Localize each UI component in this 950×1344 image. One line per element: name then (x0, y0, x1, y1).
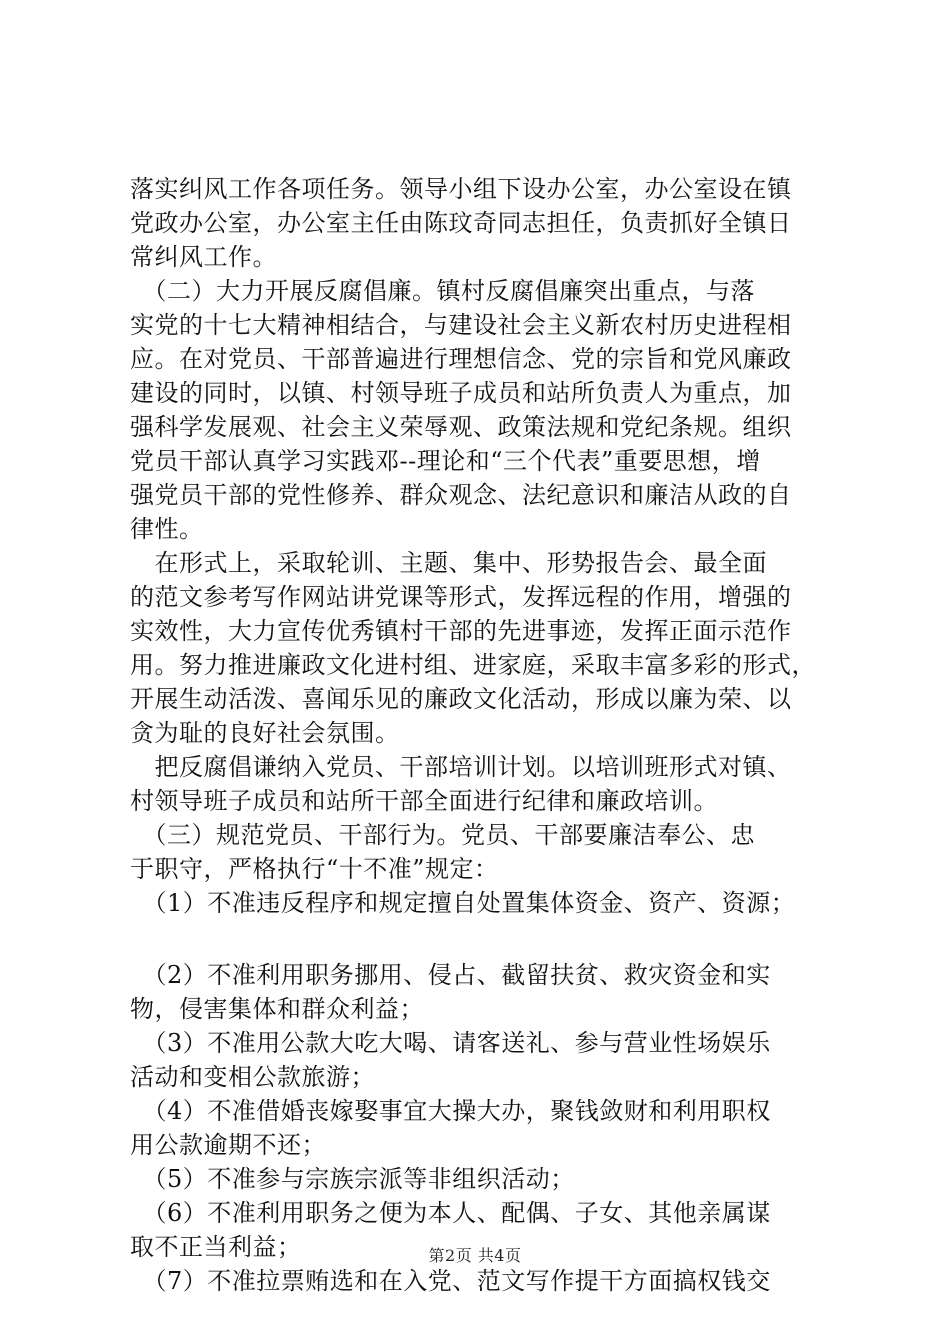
text-line: 实效性，大力宣传优秀镇村干部的先进事迹，发挥正面示范作 (130, 617, 792, 645)
text-line: 开展生动活泼、喜闻乐见的廉政文化活动，形成以廉为荣、以 (130, 685, 792, 713)
text-line: （2）不准利用职务挪用、侵占、截留扶贫、救灾资金和实 (130, 961, 771, 989)
text-line: 用。努力推进廉政文化进村组、进家庭，采取丰富多彩的形式， (130, 651, 816, 679)
blank-line (130, 920, 830, 958)
text-line: （6）不准利用职务之便为本人、配偶、子女、其他亲属谋 (130, 1199, 771, 1227)
text-line: 律性。 (130, 515, 204, 543)
text-line: 活动和变相公款旅游； (130, 1063, 375, 1091)
text-line: 强科学发展观、社会主义荣辱观、政策法规和党纪条规。组织 (130, 413, 792, 441)
text-line: （5）不准参与宗族宗派等非组织活动； (130, 1165, 575, 1193)
text-line: 实党的十七大精神相结合，与建设社会主义新农村历史进程相 (130, 311, 792, 339)
text-line: 的范文参考写作网站讲党课等形式，发挥远程的作用，增强的 (130, 583, 792, 611)
text-line: （1）不准违反程序和规定擅自处置集体资金、资产、资源； (130, 889, 796, 917)
text-line: （三）规范党员、干部行为。党员、干部要廉洁奉公、忠 (130, 821, 755, 849)
text-line: 常纠风工作。 (130, 243, 277, 271)
text-line: 在形式上，采取轮训、主题、集中、形势报告会、最全面 (130, 549, 767, 577)
text-line: 贪为耻的良好社会氛围。 (130, 719, 400, 747)
page-number-footer: 第2页 共4页 (428, 1246, 522, 1265)
text-line: （7）不准拉票贿选和在入党、范文写作提干方面搞权钱交 (130, 1267, 771, 1295)
text-line: 把反腐倡谦纳入党员、干部培训计划。以培训班形式对镇、 (130, 753, 792, 781)
text-line: 村领导班子成员和站所干部全面进行纪律和廉政培训。 (130, 787, 718, 815)
text-line: 建设的同时，以镇、村领导班子成员和站所负责人为重点，加 (130, 379, 792, 407)
text-line: 于职守，严格执行“十不准”规定： (130, 855, 499, 883)
text-line: 用公款逾期不还； (130, 1131, 326, 1159)
text-line: （二）大力开展反腐倡廉。镇村反腐倡廉突出重点，与落 (130, 277, 755, 305)
text-line: 物，侵害集体和群众利益； (130, 995, 424, 1023)
text-line: 强党员干部的党性修养、群众观念、法纪意识和廉洁从政的自 (130, 481, 792, 509)
document-body (130, 172, 830, 1298)
text-line: 取不正当利益； (130, 1233, 302, 1261)
text-line: （3）不准用公款大吃大喝、请客送礼、参与营业性场娱乐 (130, 1029, 771, 1057)
text-line: （4）不准借婚丧嫁娶事宜大操大办，聚钱敛财和利用职权 (130, 1097, 771, 1125)
text-line: 落实纠风工作各项任务。领导小组下设办公室，办公室设在镇 (130, 175, 792, 203)
text-line: 应。在对党员、干部普遍进行理想信念、党的宗旨和党风廉政 (130, 345, 792, 373)
text-line: 党政办公室，办公室主任由陈玟奇同志担任，负责抓好全镇日 (130, 209, 792, 237)
text-line: 党员干部认真学习实践邓--理论和“三个代表”重要思想，增 (130, 447, 761, 475)
